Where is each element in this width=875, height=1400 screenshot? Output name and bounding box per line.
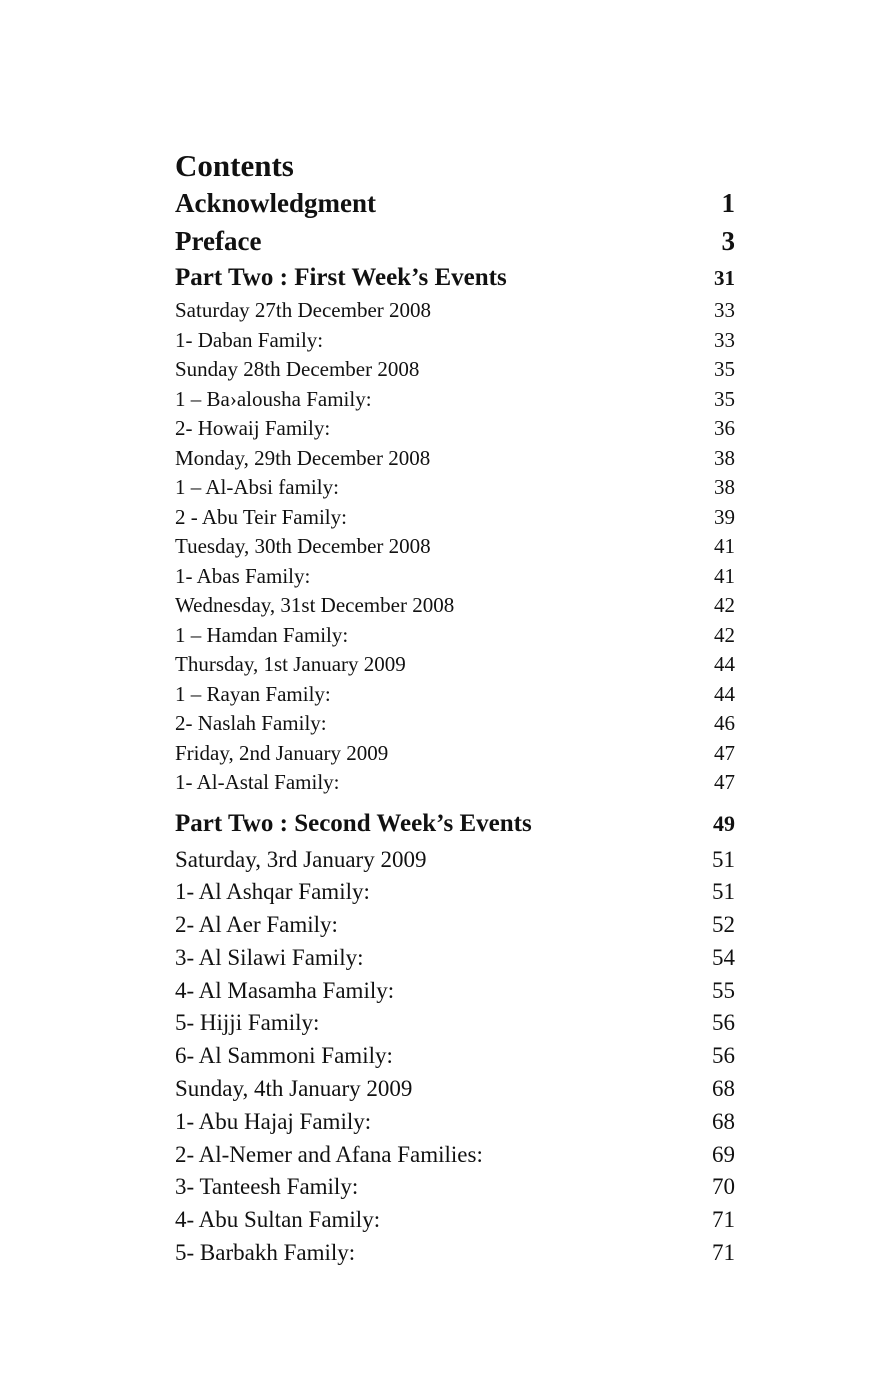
toc-entry-label: Acknowledgment xyxy=(175,188,376,218)
toc-part-page: 31 xyxy=(714,266,735,290)
toc-entry-label: 1- Al-Astal Family: xyxy=(175,770,340,794)
toc-entry-label: 2 - Abu Teir Family: xyxy=(175,504,347,529)
toc-entry-page: 44 xyxy=(714,652,735,676)
toc-entry-page: 51 xyxy=(712,846,735,872)
toc-entry-label: Monday, 29th December 2008 xyxy=(175,445,431,470)
toc-entry-page: 33 xyxy=(714,298,735,322)
toc-part-heading xyxy=(175,260,735,296)
toc-entry-page: 42 xyxy=(714,593,735,617)
toc-entry xyxy=(175,844,735,877)
toc-entry xyxy=(175,503,735,533)
toc-entry xyxy=(175,562,735,592)
toc-entry xyxy=(175,975,735,1008)
toc-entry-page: 35 xyxy=(714,386,735,411)
toc-entry-label: Sunday 28th December 2008 xyxy=(175,357,420,381)
toc-entry xyxy=(175,296,735,326)
toc-entry-preface xyxy=(175,222,735,260)
toc-entry-page: 70 xyxy=(712,1174,735,1200)
toc-entry-label: Wednesday, 31st December 2008 xyxy=(175,593,455,617)
toc-entry-page: 39 xyxy=(714,504,735,529)
toc-entry-label: Saturday, 3rd January 2009 xyxy=(175,846,427,872)
toc-entry xyxy=(175,385,735,415)
toc-entry xyxy=(175,1106,735,1139)
toc-part-first-week xyxy=(175,260,735,798)
toc-entry-page: 51 xyxy=(712,879,735,905)
toc-entry xyxy=(175,1040,735,1073)
toc-entry-page: 52 xyxy=(712,912,735,938)
toc-entry-page: 56 xyxy=(712,1043,735,1069)
toc-entry xyxy=(175,650,735,680)
toc-part-heading xyxy=(175,804,735,844)
toc-entry xyxy=(175,355,735,385)
toc-entry-label: 1 – Al-Absi family: xyxy=(175,475,339,499)
toc-entry-label: Sunday, 4th January 2009 xyxy=(175,1076,413,1102)
toc-entry xyxy=(175,621,735,651)
toc-entry-label: 1 – Rayan Family: xyxy=(175,681,331,706)
toc-entry-label: 4- Abu Sultan Family: xyxy=(175,1207,381,1233)
toc-entry-label: Thursday, 1st January 2009 xyxy=(175,652,406,676)
table-of-contents xyxy=(175,148,735,1270)
toc-entry xyxy=(175,876,735,909)
toc-entry xyxy=(175,1073,735,1106)
toc-entry-page: 54 xyxy=(712,944,735,970)
toc-part-second-week xyxy=(175,804,735,1270)
toc-entry-page: 42 xyxy=(714,622,735,647)
contents-heading: Contents xyxy=(175,148,294,183)
toc-entry-label: 1- Daban Family: xyxy=(175,327,324,352)
toc-entry-label: 5- Hijji Family: xyxy=(175,1010,320,1036)
toc-entry-page: 55 xyxy=(712,977,735,1003)
toc-entry-label: 3- Tanteesh Family: xyxy=(175,1174,359,1200)
toc-entry xyxy=(175,768,735,798)
toc-entry-page: 38 xyxy=(714,445,735,470)
toc-entry-label: 1 – Hamdan Family: xyxy=(175,622,349,647)
toc-entry-label: Preface xyxy=(175,226,262,256)
toc-entry-page: 41 xyxy=(714,563,735,588)
toc-entry-page: 56 xyxy=(712,1010,735,1036)
toc-entry xyxy=(175,739,735,769)
toc-entry xyxy=(175,942,735,975)
toc-entry xyxy=(175,1237,735,1270)
toc-entry-page: 47 xyxy=(714,770,735,794)
toc-entry-label: 6- Al Sammoni Family: xyxy=(175,1043,393,1069)
toc-entry-label: 1- Abas Family: xyxy=(175,563,311,588)
toc-entry-page: 36 xyxy=(714,416,735,440)
toc-entry-page: 68 xyxy=(712,1076,735,1102)
toc-entry-label: Saturday 27th December 2008 xyxy=(175,298,432,322)
toc-part-title: Part Two : Second Week’s Events xyxy=(175,809,532,837)
toc-entry-label: 1 – Ba›alousha Family: xyxy=(175,386,372,411)
toc-entry xyxy=(175,1171,735,1204)
toc-entry xyxy=(175,1139,735,1172)
toc-entry xyxy=(175,326,735,356)
toc-entry-label: 2- Al-Nemer and Afana Families: xyxy=(175,1141,483,1167)
toc-entry-page: 46 xyxy=(714,711,735,735)
toc-entry-page: 68 xyxy=(712,1108,735,1134)
toc-entry-page: 3 xyxy=(721,226,735,256)
toc-entry-label: 5- Barbakh Family: xyxy=(175,1240,356,1266)
toc-entry xyxy=(175,709,735,739)
toc-entry-page: 71 xyxy=(712,1240,735,1266)
toc-entry xyxy=(175,532,735,562)
toc-entry xyxy=(175,591,735,621)
toc-part-page: 49 xyxy=(713,810,735,836)
toc-entry-label: 2- Howaij Family: xyxy=(175,416,331,440)
toc-entry xyxy=(175,414,735,444)
toc-entry-page: 69 xyxy=(712,1141,735,1167)
toc-entry-label: 2- Al Aer Family: xyxy=(175,912,338,938)
toc-entry-page: 47 xyxy=(714,740,735,765)
toc-entry xyxy=(175,1007,735,1040)
toc-entry xyxy=(175,1204,735,1237)
toc-entry-label: 4- Al Masamha Family: xyxy=(175,977,395,1003)
toc-entry-page: 33 xyxy=(714,327,735,352)
toc-entry xyxy=(175,680,735,710)
toc-entry xyxy=(175,473,735,503)
toc-entry-label: Friday, 2nd January 2009 xyxy=(175,740,389,765)
toc-entry-label: 3- Al Silawi Family: xyxy=(175,944,364,970)
toc-entry xyxy=(175,444,735,474)
toc-entry-page: 38 xyxy=(714,475,735,499)
toc-entry-label: Tuesday, 30th December 2008 xyxy=(175,534,431,558)
toc-entry-page: 71 xyxy=(712,1207,735,1233)
toc-entry-label: 1- Abu Hajaj Family: xyxy=(175,1108,372,1134)
toc-entry-page: 44 xyxy=(714,681,735,706)
toc-entry-page: 1 xyxy=(721,188,735,218)
toc-part-title: Part Two : First Week’s Events xyxy=(175,264,507,291)
toc-entry-label: 2- Naslah Family: xyxy=(175,711,327,735)
toc-entry-acknowledgment xyxy=(175,184,735,222)
toc-entry-page: 35 xyxy=(714,357,735,381)
toc-entry xyxy=(175,909,735,942)
toc-entry-label: 1- Al Ashqar Family: xyxy=(175,879,370,905)
toc-entry-page: 41 xyxy=(714,534,735,558)
